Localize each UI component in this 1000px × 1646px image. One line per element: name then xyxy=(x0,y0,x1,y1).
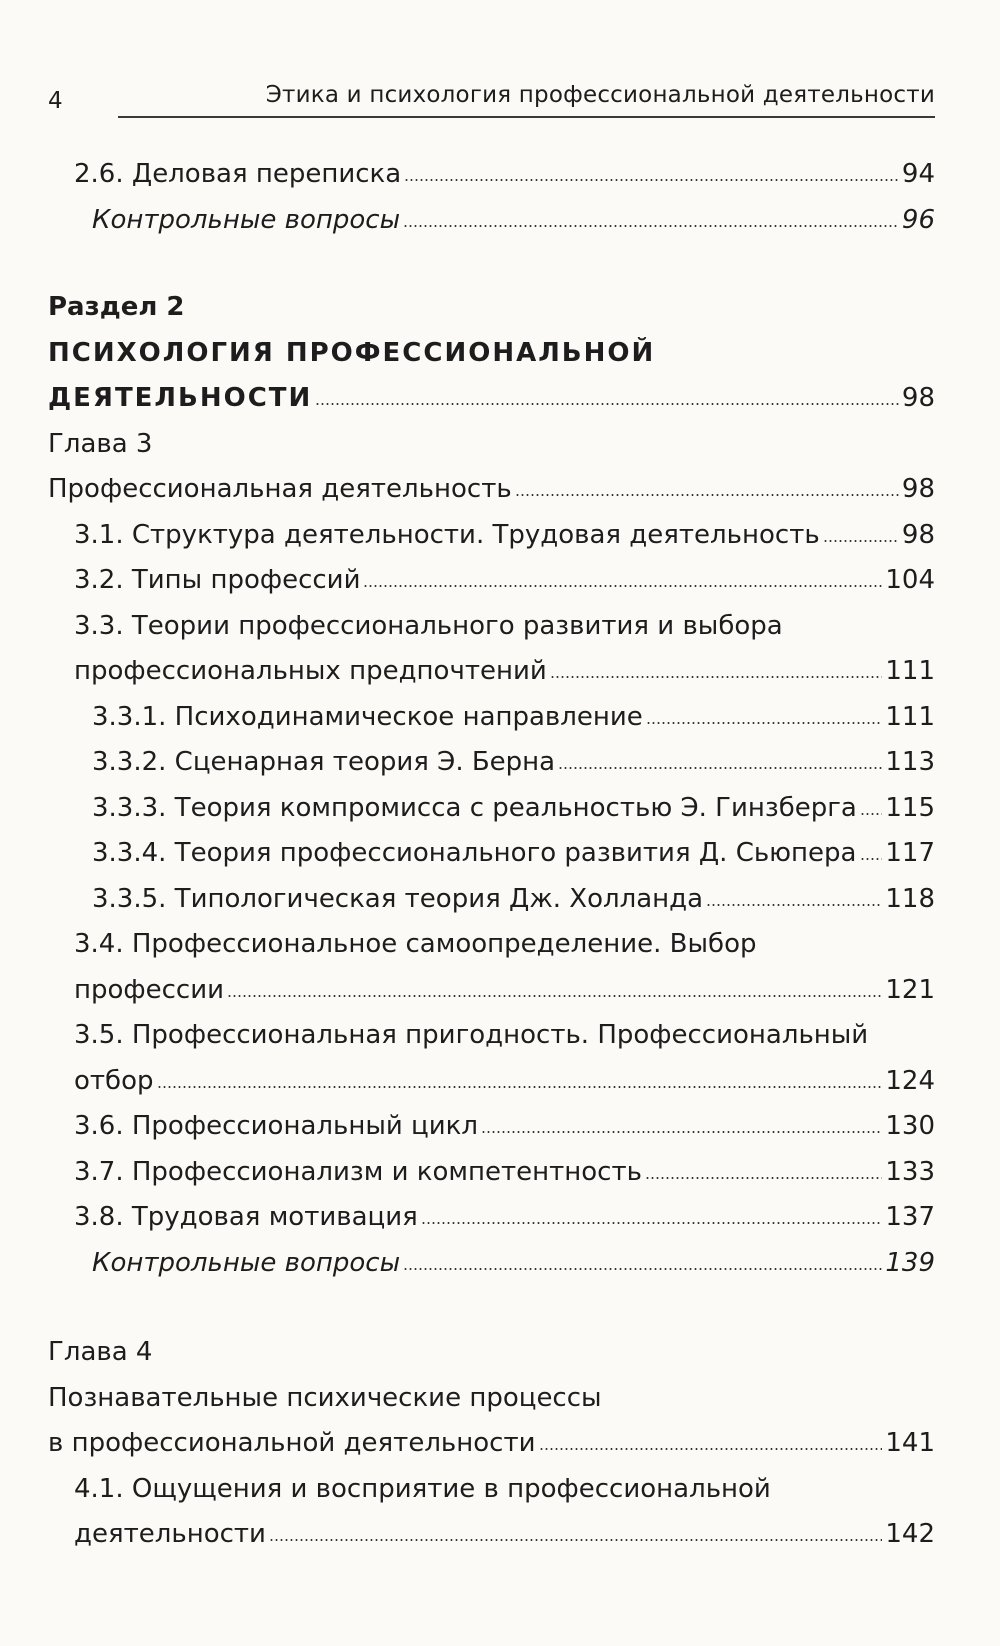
toc-entry-page: 96 xyxy=(901,204,935,235)
chapter-label-text: Глава 3 xyxy=(48,428,153,459)
dot-leader xyxy=(558,767,882,769)
dot-leader xyxy=(823,540,899,542)
chapter-title-text: Познавательные психические процессы xyxy=(48,1382,602,1413)
toc-entry-text: 3.6. Профессиональный цикл xyxy=(74,1111,478,1141)
toc-entry-text: 3.3.3. Теория компромисса с реальностью Э. Гинзберга xyxy=(92,792,857,823)
toc-entry-text: 3.3.5. Типологическая теория Дж. Холланда xyxy=(92,883,704,914)
chapter-title-text: в профессиональной деятельности xyxy=(48,1428,536,1458)
table-of-contents xyxy=(48,152,935,1558)
toc-entry-text: 3.5. Профессиональная пригодность. Профессиональный xyxy=(74,1020,869,1050)
toc-entry xyxy=(48,1241,935,1287)
toc-entry-text: профессии xyxy=(74,974,225,1005)
toc-entry-text: 3.4. Профессиональное самоопределение. Выбор xyxy=(74,929,757,959)
toc-entry xyxy=(48,831,935,877)
toc-entry-line xyxy=(48,604,935,650)
toc-entry-text: Контрольные вопросы xyxy=(92,1247,401,1278)
dot-leader xyxy=(515,494,899,496)
toc-entry-page: 98 xyxy=(901,383,935,413)
toc-entry-text: деятельности xyxy=(74,1519,266,1549)
toc-entry-line xyxy=(48,922,935,968)
header-rule xyxy=(118,116,935,118)
toc-entry xyxy=(48,1059,935,1105)
dot-leader xyxy=(403,1268,882,1270)
dot-leader xyxy=(227,995,882,997)
toc-entry xyxy=(48,467,935,513)
dot-leader xyxy=(421,1222,883,1224)
toc-entry-page: 115 xyxy=(885,792,935,823)
toc-entry-page: 94 xyxy=(901,159,935,189)
toc-entry-page: 121 xyxy=(885,974,935,1005)
toc-entry xyxy=(48,513,935,559)
toc-entry-page: 98 xyxy=(901,519,935,550)
toc-entry xyxy=(48,740,935,786)
toc-entry xyxy=(48,649,935,695)
page-number: 4 xyxy=(48,88,63,114)
toc-entry-page: 104 xyxy=(885,565,935,595)
toc-entry xyxy=(48,1150,935,1196)
running-header xyxy=(48,80,935,120)
toc-entry xyxy=(48,198,935,244)
spacer xyxy=(48,1286,935,1330)
toc-entry-page: 142 xyxy=(885,1519,935,1549)
dot-leader xyxy=(645,1177,882,1179)
toc-entry xyxy=(48,877,935,923)
toc-entry-line xyxy=(48,1467,935,1513)
dot-leader xyxy=(403,225,899,227)
toc-entry xyxy=(48,786,935,832)
chapter-label xyxy=(48,1330,935,1376)
toc-entry-text: 2.6. Деловая переписка xyxy=(74,159,402,189)
section-label-text: Раздел 2 xyxy=(48,292,185,322)
toc-entry xyxy=(48,695,935,741)
toc-entry xyxy=(48,558,935,604)
toc-entry-text: 3.3.1. Психодинамическое направление xyxy=(92,701,643,732)
section-label xyxy=(48,285,935,331)
toc-entry-text: Контрольные вопросы xyxy=(92,204,401,235)
toc-entry-page: 118 xyxy=(885,883,935,914)
dot-leader xyxy=(860,858,883,860)
section-title-text: ДЕЯТЕЛЬНОСТИ xyxy=(48,383,313,413)
toc-entry-text: профессиональных предпочтений xyxy=(74,656,547,686)
dot-leader xyxy=(481,1131,882,1133)
dot-leader xyxy=(363,585,882,587)
dot-leader xyxy=(539,1448,883,1450)
toc-entry-text: 3.8. Трудовая мотивация xyxy=(74,1202,418,1232)
toc-entry-text: 3.2. Типы профессий xyxy=(74,565,361,595)
toc-entry-text: 3.3. Теории профессионального развития и выбора xyxy=(74,610,783,641)
toc-entry-text: 3.7. Профессионализм и компетентность xyxy=(74,1156,642,1187)
toc-entry-page: 98 xyxy=(901,474,935,504)
toc-entry-page: 111 xyxy=(885,701,935,732)
dot-leader xyxy=(706,904,882,906)
toc-entry xyxy=(48,152,935,198)
chapter-title-line xyxy=(48,1376,935,1422)
dot-leader xyxy=(157,1086,883,1088)
toc-entry-page: 124 xyxy=(885,1065,935,1096)
dot-leader xyxy=(550,676,883,678)
toc-entry-page: 111 xyxy=(885,656,935,686)
toc-entry-page: 133 xyxy=(885,1156,935,1187)
toc-entry-text: 4.1. Ощущения и восприятие в профессиональной xyxy=(74,1473,771,1504)
dot-leader xyxy=(646,722,883,724)
toc-entry-line xyxy=(48,1013,935,1059)
toc-entry-text: 3.3.2. Сценарная теория Э. Берна xyxy=(92,747,556,777)
section-title-text: ПСИХОЛОГИЯ ПРОФЕССИОНАЛЬНОЙ xyxy=(48,337,656,368)
toc-entry xyxy=(48,376,935,422)
chapter-label-text: Глава 4 xyxy=(48,1337,153,1367)
dot-leader xyxy=(404,179,899,181)
dot-leader xyxy=(860,813,883,815)
chapter-label xyxy=(48,422,935,468)
toc-entry-page: 141 xyxy=(885,1428,935,1458)
chapter-title-text: Профессиональная деятельность xyxy=(48,474,512,504)
section-title-line xyxy=(48,331,935,377)
toc-entry xyxy=(48,1421,935,1467)
dot-leader xyxy=(315,403,899,405)
toc-entry xyxy=(48,1104,935,1150)
dot-leader xyxy=(269,1539,882,1541)
toc-entry-page: 117 xyxy=(885,838,935,868)
toc-entry-text: 3.3.4. Теория профессионального развития Д. Сьюпера xyxy=(92,838,857,868)
toc-entry-page: 139 xyxy=(885,1247,935,1278)
toc-entry xyxy=(48,968,935,1014)
toc-entry-page: 130 xyxy=(885,1111,935,1141)
spacer xyxy=(48,243,935,285)
toc-entry-text: отбор xyxy=(74,1065,154,1096)
toc-entry xyxy=(48,1512,935,1558)
toc-entry-page: 137 xyxy=(885,1202,935,1232)
running-title: Этика и психология профессиональной деятельности xyxy=(265,82,935,108)
toc-entry xyxy=(48,1195,935,1241)
toc-entry-text: 3.1. Структура деятельности. Трудовая деятельность xyxy=(74,519,820,550)
toc-entry-page: 113 xyxy=(885,747,935,777)
